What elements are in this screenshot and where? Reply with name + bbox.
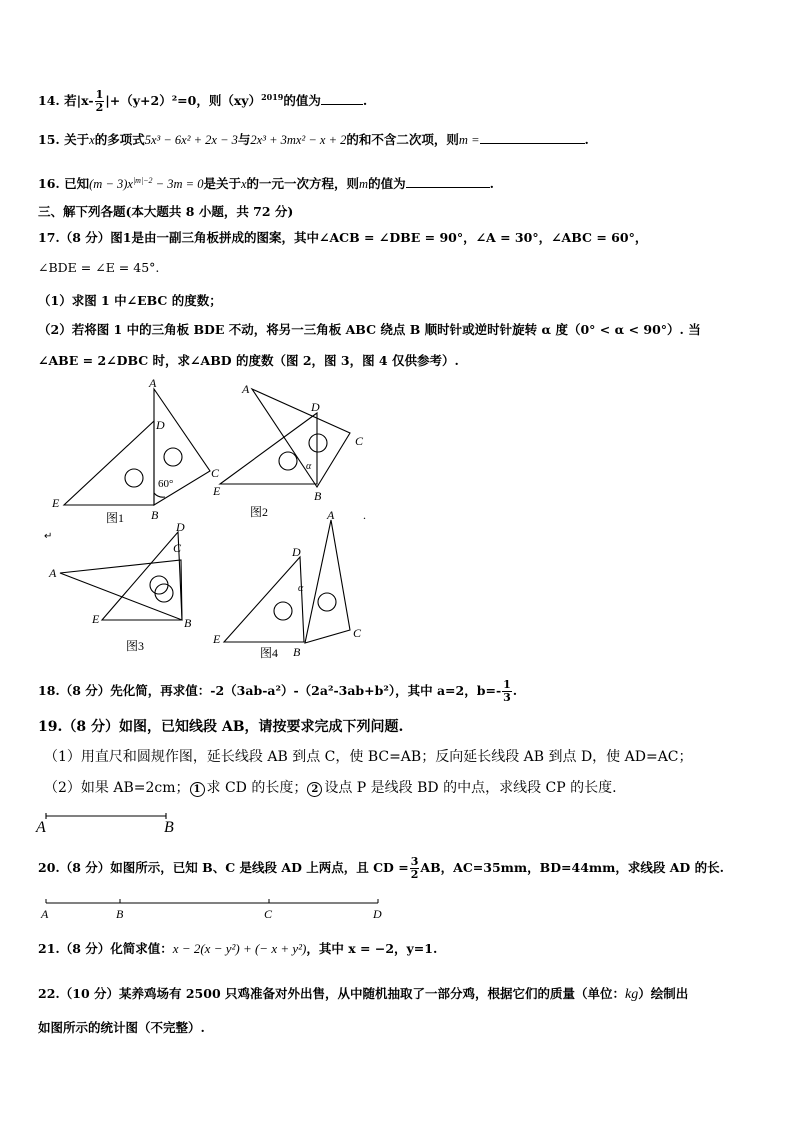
point-label: A	[36, 819, 46, 836]
point-label: C	[353, 626, 362, 640]
fraction: $\frac{3}{2}$	[410, 855, 419, 881]
question-14: 14. 若|x- $\frac{1}{2}$ |+（y+2）²=0，则（xy）$^{2019}$的值为 .	[38, 88, 368, 115]
point-label: E	[92, 612, 100, 626]
point-label: E	[52, 496, 60, 510]
question-17-part2: （2）若将图 1 中的三角板 BDE 不动，将另一三角板 ABC 绕点 B 顺时针或逆时针旋转 α 度（0° < α < 90°）. 当	[38, 322, 701, 337]
question-17-part1: （1）求图 1 中∠EBC 的度数；	[38, 293, 222, 308]
question-19-part2: （2）如果 AB=2cm； 1 求 CD 的长度； 2 设点 P 是线段 BD 的中点，求线段 CP 的长度.	[44, 780, 617, 796]
question-20: 20.（8 分）如图所示，已知 B、C 是线段 AD 上两点，且 CD = $\frac{3}{2}$ AB，AC=35mm，BD=44mm，求线段 AD 的长.	[38, 855, 724, 881]
point-label: D	[156, 418, 165, 432]
question-17-line1: 17.（8 分）图1是由一副三角板拼成的图案，其中∠ACB = ∠DBE = 90°，∠A = 30°，∠ABC = 60°，	[38, 230, 648, 245]
figure-caption: 图3	[126, 639, 145, 653]
expression: x − 2(x − y²) + (− x + y²)	[172, 941, 307, 956]
point-label: E	[213, 632, 221, 646]
question-17-line2: ∠BDE = ∠E = 45°.	[38, 260, 160, 275]
answer-blank[interactable]	[480, 143, 585, 144]
fig2-triangle-abc	[252, 389, 350, 487]
segment-ad-figure	[38, 895, 398, 923]
point-label: B	[151, 508, 159, 522]
angle-label: α	[306, 461, 312, 472]
point-label: B	[116, 907, 124, 921]
return-mark: ↵	[44, 531, 53, 542]
point-label: C	[173, 541, 182, 555]
triangle-figures	[30, 375, 410, 665]
fig3-triangle-abc	[60, 560, 182, 620]
question-22-line2: 如图所示的统计图（不完整）.	[38, 1020, 205, 1035]
fraction: $\frac{1}{2}$	[95, 88, 104, 115]
point-label: D	[311, 400, 320, 414]
question-21: 21.（8 分）化简求值：x − 2(x − y²) + (− x + y²)，其中 x = −2，y=1.	[38, 941, 438, 956]
point-label: A	[49, 566, 57, 580]
point-label: E	[213, 484, 221, 498]
point-label: B	[164, 819, 174, 836]
section-heading: 三、解下列各题(本大题共 8 小题，共 72 分)	[38, 204, 294, 219]
angle-label: α	[298, 583, 304, 594]
answer-blank[interactable]	[321, 104, 363, 105]
figure-caption: 图1	[106, 511, 125, 525]
figure-caption: 图2	[250, 505, 269, 519]
point-label: D	[373, 907, 382, 921]
fig1-triangle-bde	[64, 421, 154, 505]
dot-mark: .	[363, 508, 366, 522]
point-label: A	[41, 907, 49, 921]
point-label: C	[211, 466, 220, 480]
point-label: C	[264, 907, 273, 921]
point-label: B	[293, 645, 301, 659]
question-22-line1: 22.（10 分）某养鸡场有 2500 只鸡准备对外出售，从中随机抽取了一部分鸡，根据它们的质量（单位：kg）绘制出	[38, 986, 689, 1002]
angle-label: 60°	[158, 478, 174, 490]
point-label: A	[327, 508, 335, 522]
fig3-triangle-bde	[102, 532, 182, 620]
question-19-line1: 19.（8 分）如图，已知线段 AB，请按要求完成下列问题.	[38, 719, 404, 735]
circled-number: 1	[190, 782, 205, 797]
point-label: B	[314, 489, 322, 503]
circled-number: 2	[307, 782, 322, 797]
point-label: A	[242, 382, 250, 396]
point-label: C	[355, 434, 364, 448]
fraction: $\frac{1}{3}$	[503, 678, 511, 704]
question-18: 18.（8 分）先化简，再求值：-2（3ab-a²）-（2a²-3ab+b²），其中 a=2，b=- $\frac{1}{3}$ .	[38, 678, 518, 704]
point-label: B	[184, 616, 192, 630]
answer-blank[interactable]	[406, 187, 490, 188]
question-17-part2-cont: ∠ABE = 2∠DBC 时，求∠ABD 的度数（图 2，图 3，图 4 仅供参考）.	[38, 353, 459, 368]
fig4-triangle-abc	[305, 520, 350, 643]
point-label: D	[292, 545, 301, 559]
fig2-triangle-bde	[220, 413, 317, 484]
figure-caption: 图4	[260, 646, 279, 660]
question-16: 16. 已知$(m - 3)x^{|m|-2} - 3m = 0$是关于x的一元一次方程，则m的值为 .	[38, 176, 494, 192]
fig4-triangle-bde	[224, 557, 304, 642]
question-15: 15. 关于x的多项式5x³ − 6x² + 2x − 3与2x³ + 3mx² − x + 2的和不含二次项，则m = .	[38, 132, 589, 147]
point-label: D	[176, 520, 185, 534]
segment-ab-figure	[34, 810, 184, 836]
point-label: A	[149, 376, 157, 390]
question-19-part1: （1）用直尺和圆规作图，延长线段 AB 到点 C，使 BC=AB；反向延长线段 AB 到点 D，使 AD=AC；	[44, 749, 693, 765]
